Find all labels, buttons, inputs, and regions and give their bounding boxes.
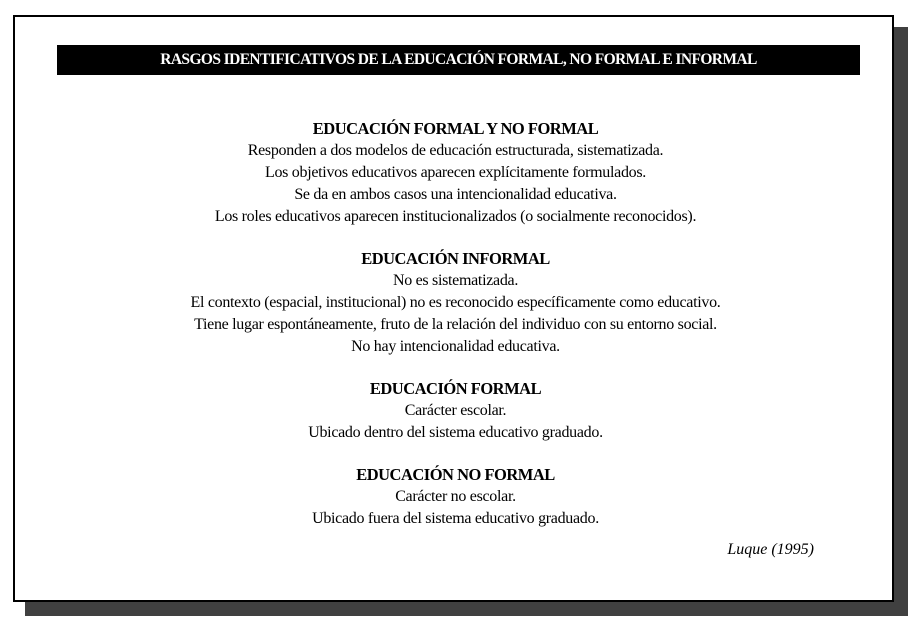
section-line: Se da en ambos casos una intencionalidad educativa. [294, 186, 617, 203]
section-line: Ubicado fuera del sistema educativo graduado. [312, 510, 599, 527]
section-line: No hay intencionalidad educativa. [351, 338, 560, 355]
section-line: Responden a dos modelos de educación estructurada, sistematizada. [247, 142, 664, 159]
section-informal [15, 248, 896, 358]
section-line: Los objetivos educativos aparecen explícitamente formulados. [265, 164, 646, 181]
section-line: Carácter escolar. [404, 402, 507, 419]
section-formal [15, 378, 896, 444]
section-heading: EDUCACIÓN FORMAL [369, 379, 542, 398]
section-line: No es sistematizada. [392, 272, 519, 289]
section-heading: EDUCACIÓN INFORMAL [361, 249, 550, 268]
section-line: Carácter no escolar. [395, 488, 516, 505]
section-line: Los roles educativos aparecen institucionalizados (o socialmente reconocidos). [214, 208, 697, 225]
section-heading: EDUCACIÓN FORMAL Y NO FORMAL [312, 119, 599, 138]
section-line: El contexto (espacial, institucional) no es reconocido específicamente como educativo. [190, 294, 721, 311]
section-formal-y-no-formal [15, 118, 896, 228]
section-no-formal [15, 464, 896, 530]
section-line: Tiene lugar espontáneamente, fruto de la relación del individuo con su entorno social. [194, 316, 717, 333]
sections-container [15, 118, 896, 550]
section-heading: EDUCACIÓN NO FORMAL [356, 465, 555, 484]
section-line: Ubicado dentro del sistema educativo graduado. [308, 424, 603, 441]
citation: Luque (1995) [727, 541, 814, 558]
document-title: RASGOS IDENTIFICATIVOS DE LA EDUCACIÓN FORMAL, NO FORMAL E INFORMAL [57, 45, 860, 75]
document-card [13, 15, 894, 602]
